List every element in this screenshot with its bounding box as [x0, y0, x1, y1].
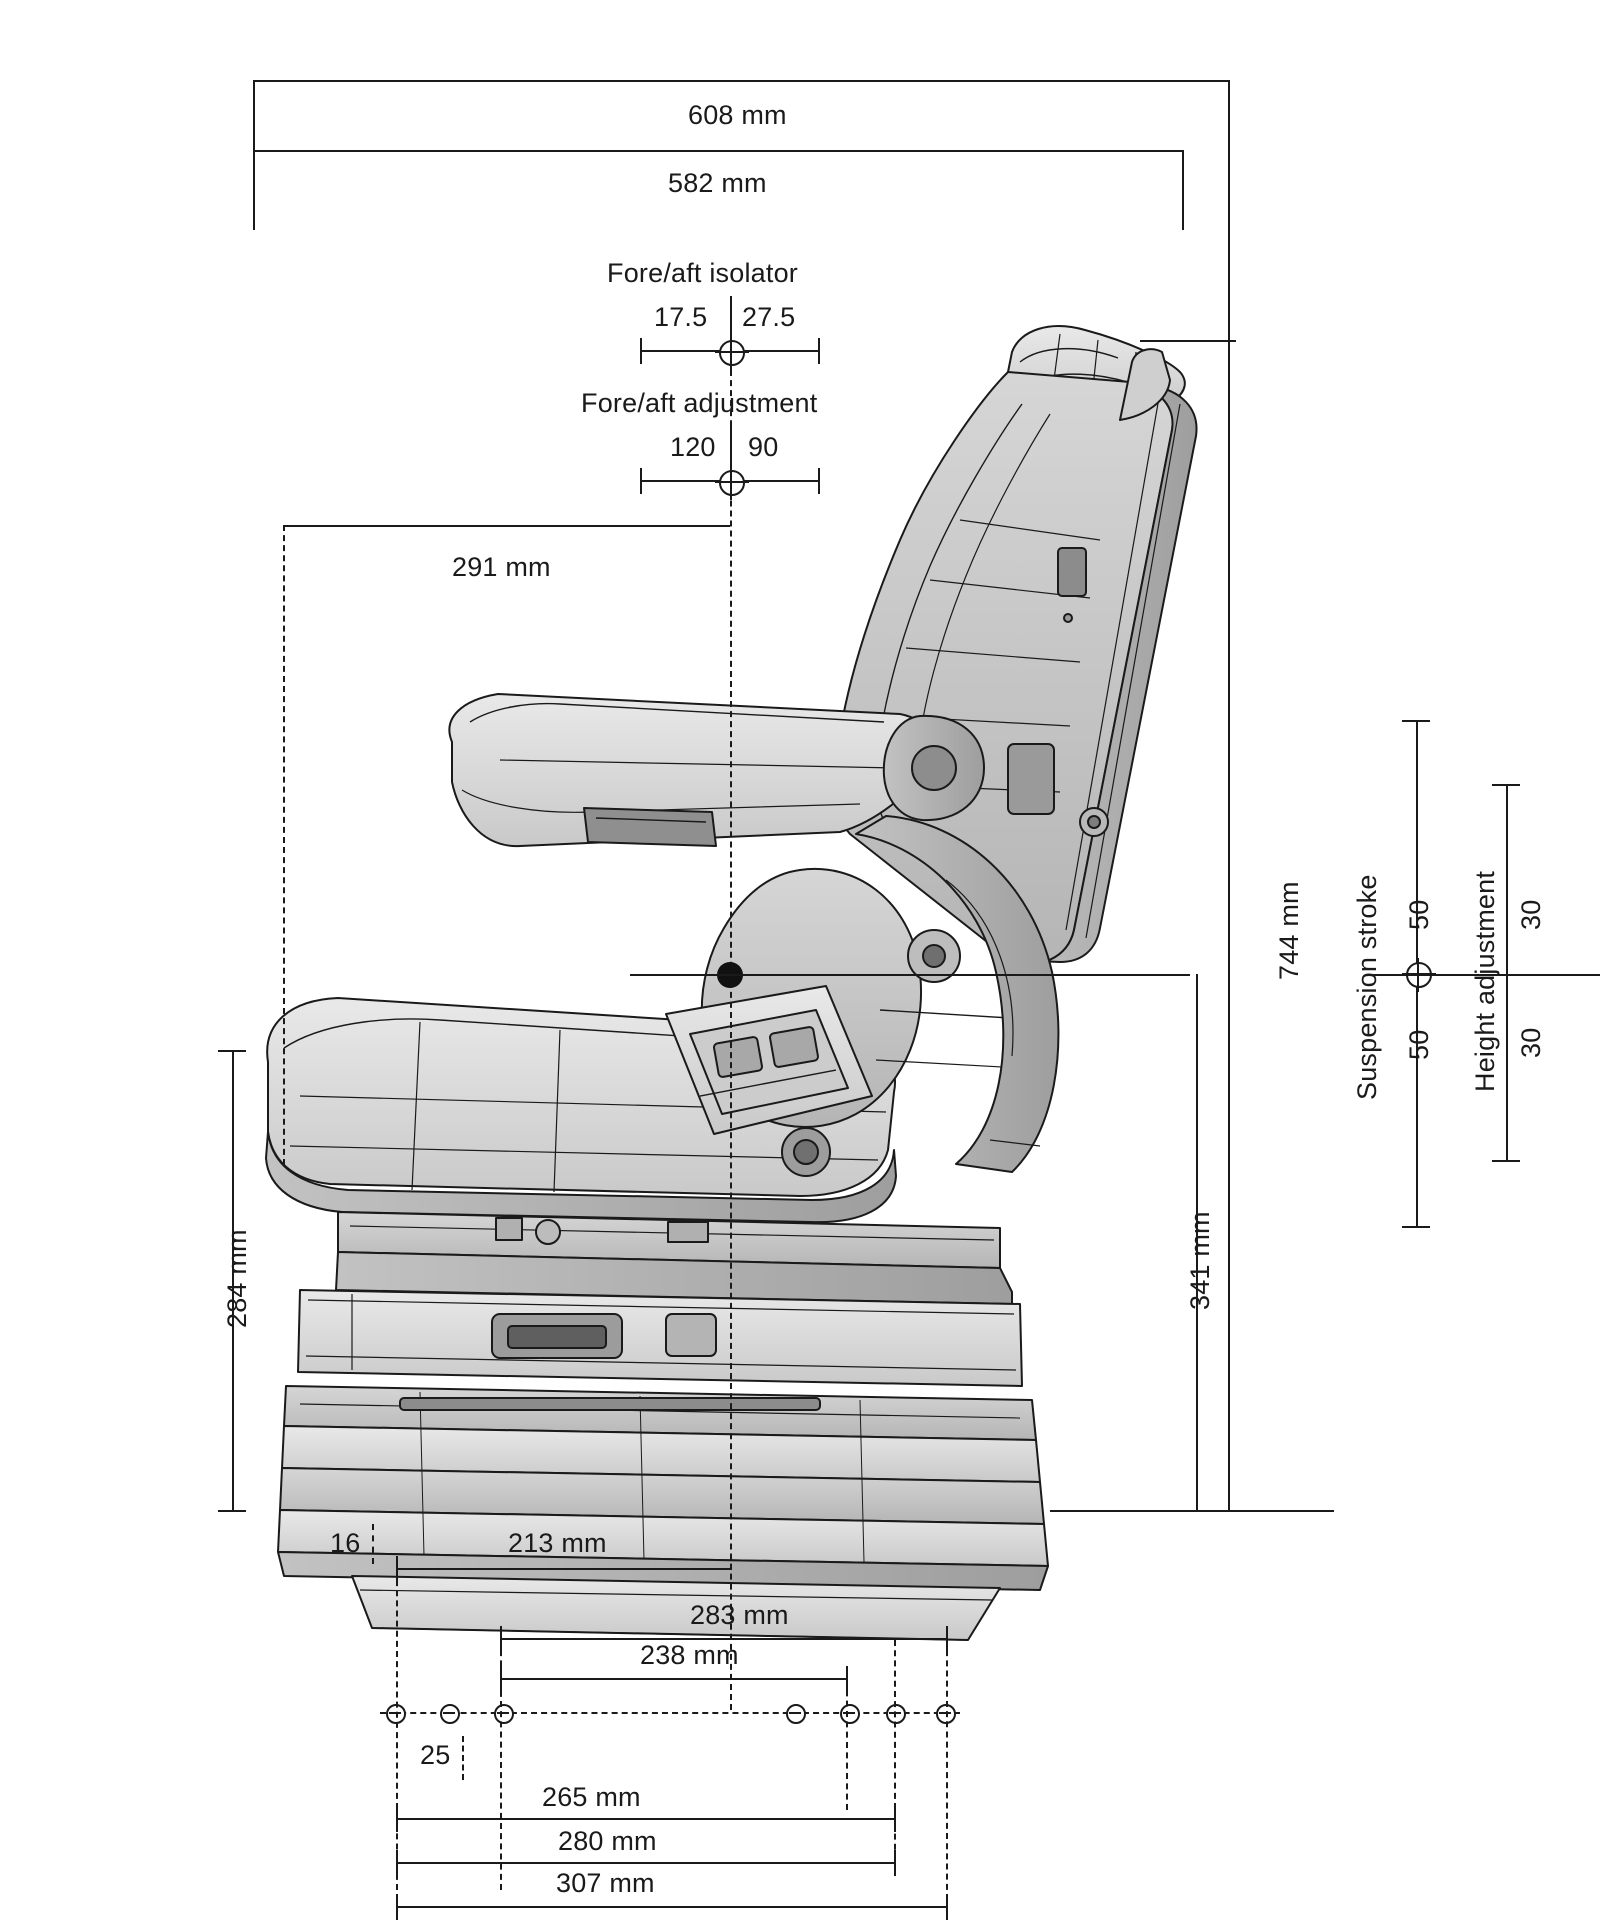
dim-280-left-tick: [396, 1850, 398, 1876]
dim-238-label: 238 mm: [640, 1640, 739, 1670]
dim-265-line: [396, 1818, 896, 1820]
suspension-stroke-down-value: 50: [1404, 1029, 1434, 1060]
dim-744-line: [1228, 340, 1230, 1512]
dim-284-bottom-tick: [218, 1510, 246, 1512]
dim-307-line: [396, 1906, 948, 1908]
dim-744-label: 744 mm: [1274, 881, 1304, 980]
height-adjustment-label: Height adjustment: [1470, 870, 1500, 1092]
dim-284-label: 284 mm: [222, 1229, 252, 1328]
dim-265-label: 265 mm: [542, 1782, 641, 1812]
dim-284-top-tick: [218, 1050, 246, 1052]
dim-238-line: [500, 1678, 848, 1680]
fore-aft-adjustment-right-tick: [818, 468, 820, 494]
dim-283-label: 283 mm: [690, 1600, 789, 1630]
dim-25-tick: [462, 1736, 464, 1780]
sip-horizontal-line: [630, 974, 1190, 976]
suspension-stroke-up-value: 50: [1404, 899, 1434, 930]
dim-280-label: 280 mm: [558, 1826, 657, 1856]
suspension-stroke-label: Suspension stroke: [1352, 874, 1382, 1100]
hole-extension-b: [846, 1680, 848, 1810]
dim-341-label: 341 mm: [1185, 1211, 1215, 1310]
dim-582-label: 582 mm: [668, 168, 767, 198]
dim-280-line: [396, 1862, 896, 1864]
dim-16-label: 16: [330, 1528, 361, 1558]
mounting-hole: [886, 1704, 906, 1724]
height-adjustment-top-tick: [1492, 784, 1520, 786]
fore-aft-adjustment-label: Fore/aft adjustment: [581, 388, 818, 418]
dim-213-label: 213 mm: [508, 1528, 607, 1558]
dim-307-label: 307 mm: [556, 1868, 655, 1898]
hole-extension-left: [396, 1570, 398, 1890]
dim-744-top-tick: [1140, 340, 1236, 342]
dim-25-label: 25: [420, 1740, 451, 1770]
dim-16-tick: [372, 1524, 374, 1564]
dim-608-label: 608 mm: [688, 100, 787, 130]
fore-aft-adjustment-back-value: 120: [670, 432, 716, 462]
height-adjustment-bottom-tick: [1492, 1160, 1520, 1162]
dim-280-right-tick: [894, 1850, 896, 1876]
fore-aft-adjustment-front-value: 90: [748, 432, 779, 462]
vertical-center-axis: [730, 350, 732, 1710]
fore-aft-isolator-center-mark: [719, 340, 745, 366]
dim-291-left-extension: [283, 525, 285, 1165]
fore-aft-isolator-label: Fore/aft isolator: [607, 258, 798, 288]
fore-aft-isolator-back-value: 17.5: [654, 302, 708, 332]
dim-213-line: [396, 1568, 732, 1570]
fore-aft-isolator-left-tick: [640, 338, 642, 364]
dim-265-right-tick: [894, 1806, 896, 1832]
height-adjustment-up-value: 30: [1516, 899, 1546, 930]
hole-extension-a: [500, 1640, 502, 1890]
mounting-hole: [440, 1704, 460, 1724]
mounting-hole-axis: [380, 1712, 960, 1714]
dim-307-right-tick: [946, 1894, 948, 1920]
dim-608-line: [253, 80, 1230, 82]
dim-582-right-tick: [1182, 150, 1184, 230]
height-adjustment-down-value: 30: [1516, 1027, 1546, 1058]
suspension-stroke-bottom-tick: [1402, 1226, 1430, 1228]
mounting-hole: [494, 1704, 514, 1724]
dim-291-line: [283, 525, 730, 527]
fore-aft-adjustment-left-tick: [640, 468, 642, 494]
dim-307-left-tick: [396, 1894, 398, 1920]
mounting-hole: [786, 1704, 806, 1724]
mounting-hole: [840, 1704, 860, 1724]
fore-aft-isolator-right-tick: [818, 338, 820, 364]
fore-aft-isolator-divider: [730, 296, 732, 340]
fore-aft-adjustment-center-mark: [719, 470, 745, 496]
height-adjustment-line: [1506, 784, 1508, 1160]
dim-582-left-tick: [253, 150, 255, 230]
fore-aft-isolator-front-value: 27.5: [742, 302, 796, 332]
hole-extension-d: [946, 1640, 948, 1900]
suspension-stroke-top-tick: [1402, 720, 1430, 722]
dim-744-bottom-tick: [1050, 1510, 1334, 1512]
dim-582-line: [253, 150, 1184, 152]
dim-265-left-tick: [396, 1806, 398, 1832]
dim-291-label: 291 mm: [452, 552, 551, 582]
